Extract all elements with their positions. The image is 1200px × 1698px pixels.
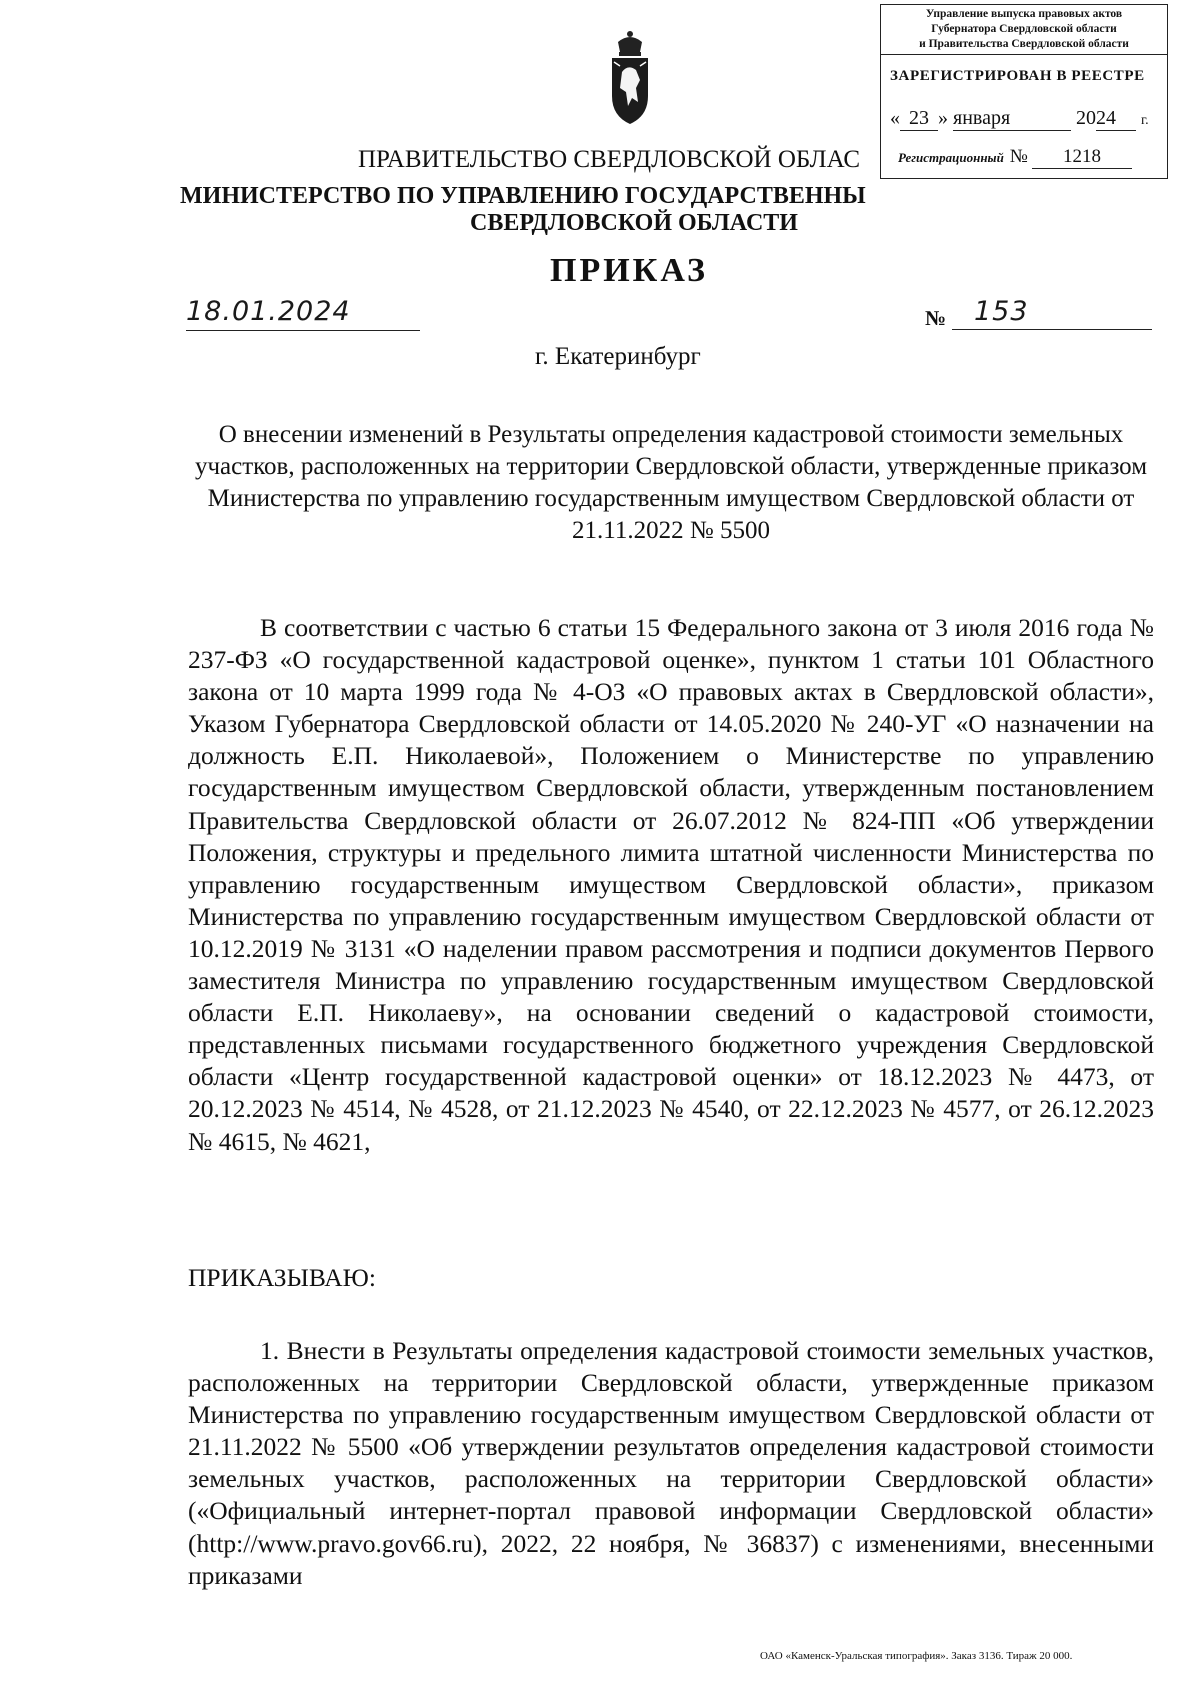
order-word: ПРИКАЗЫВАЮ: — [188, 1263, 376, 1292]
printer-footer: ОАО «Каменск-Уральская типография». Заказ 3136. Тираж 20 000. — [760, 1650, 1073, 1662]
stamp-header — [881, 5, 1167, 55]
stamp-header-line: и Правительства Свердловской области — [919, 38, 1129, 50]
ministry-title: МИНИСТЕРСТВО ПО УПРАВЛЕНИЮ ГОСУДАРСТВЕННЫ — [180, 183, 866, 209]
order-date-field — [186, 296, 420, 331]
city: г. Екатеринбург — [535, 343, 701, 370]
document-type: ПРИКАЗ — [550, 252, 708, 289]
order-number-field — [952, 296, 1152, 330]
order-date-handwritten: 18.01.2024 — [186, 296, 351, 327]
stamp-year-unit: г. — [1141, 113, 1149, 128]
order-number-label: № — [925, 306, 947, 330]
stamp-reg-number-row — [898, 146, 1132, 169]
order-subject: О внесении изменений в Результаты определения кадастровой стоимости земельных участков, расположенных на территории Свердловской области, утвержденные приказом Министерства по управлению государственным имуществом Свердловской области от 21.11.2022 № 5500 — [194, 421, 1148, 544]
stamp-year-suffix: 24 — [1096, 107, 1136, 131]
government-title: ПРАВИТЕЛЬСТВО СВЕРДЛОВСКОЙ ОБЛАС — [358, 146, 861, 173]
stamp-year-prefix: 20 — [1076, 107, 1096, 129]
stamp-header-line: Управление выпуска правовых актов — [925, 8, 1123, 20]
stamp-day: 23 — [900, 107, 938, 131]
stamp-no-sign: № — [1009, 146, 1028, 167]
stamp-reg-label: Регистрационный — [898, 150, 1004, 165]
coat-of-arms-icon — [600, 28, 660, 128]
item-1-paragraph: 1. Внести в Результаты определения кадастровой стоимости земельных участков, расположенных на территории Свердловской области, утвержденные приказом Министерства по управлению государственным имуществом Свердловской области от 21.11.2022 № 5500 «Об утверждении результатов определения кадастровой стоимости земельных участков, расположенных на территории Свердловской области» («Официальный интернет-портал правовой информации Свердловской области» (http://www.pravo.gov66.ru), 2022, 22 ноября, № 36837) с изменениями, внесенными приказами — [188, 1336, 1154, 1590]
stamp-registered-title: ЗАРЕГИСТРИРОВАН В РЕЕСТРЕ — [890, 68, 1145, 84]
stamp-month: января — [953, 107, 1071, 131]
preamble-paragraph: В соответствии с частью 6 статьи 15 Федерального закона от 3 июля 2016 года № 237-ФЗ «О государственной кадастровой оценке», пунктом 1 статьи 101 Областного закона от 10 марта 1999 года № 4-ОЗ «О правовых актах в Свердловской области», Указом Губернатора Свердловской области от 14.05.2020 № 240-УГ «О назначении на должность Е.П. Николаевой», Положением о Министерстве по управлению государственным имуществом Свердловской области, утвержденным постановлением Правительства Свердловской области от 26.07.2012 № 824-ПП «Об утверждении Положения, структуры и предельного лимита штатной численности Министерства по управлению государственным имуществом Свердловской области», приказом Министерства по управлению государственным имуществом Свердловской области от 10.12.2019 № 3131 «О наделении правом рассмотрения и подписи документов Первого заместителя Министра по управлению государственным имуществом Свердловской области Е.П. Николаеву», на основании сведений о кадастровой стоимости, представленных письмами государственного бюджетного учреждения Свердловской области «Центр государственной кадастровой оценки» от 18.12.2023 № 4473, от 20.12.2023 № 4514, № 4528, от 21.12.2023 № 4540, от 22.12.2023 № 4577, от 26.12.2023 № 4615, № 4621, — [188, 613, 1154, 1156]
order-number-handwritten: 153 — [974, 296, 1029, 327]
stamp-reg-number: 1218 — [1032, 146, 1132, 169]
stamp-date: « 23 » января 2024 г. — [890, 107, 1149, 129]
ministry-title-line2: СВЕРДЛОВСКОЙ ОБЛАСТИ — [470, 210, 798, 236]
stamp-header-line: Губернатора Свердловской области — [931, 23, 1117, 35]
